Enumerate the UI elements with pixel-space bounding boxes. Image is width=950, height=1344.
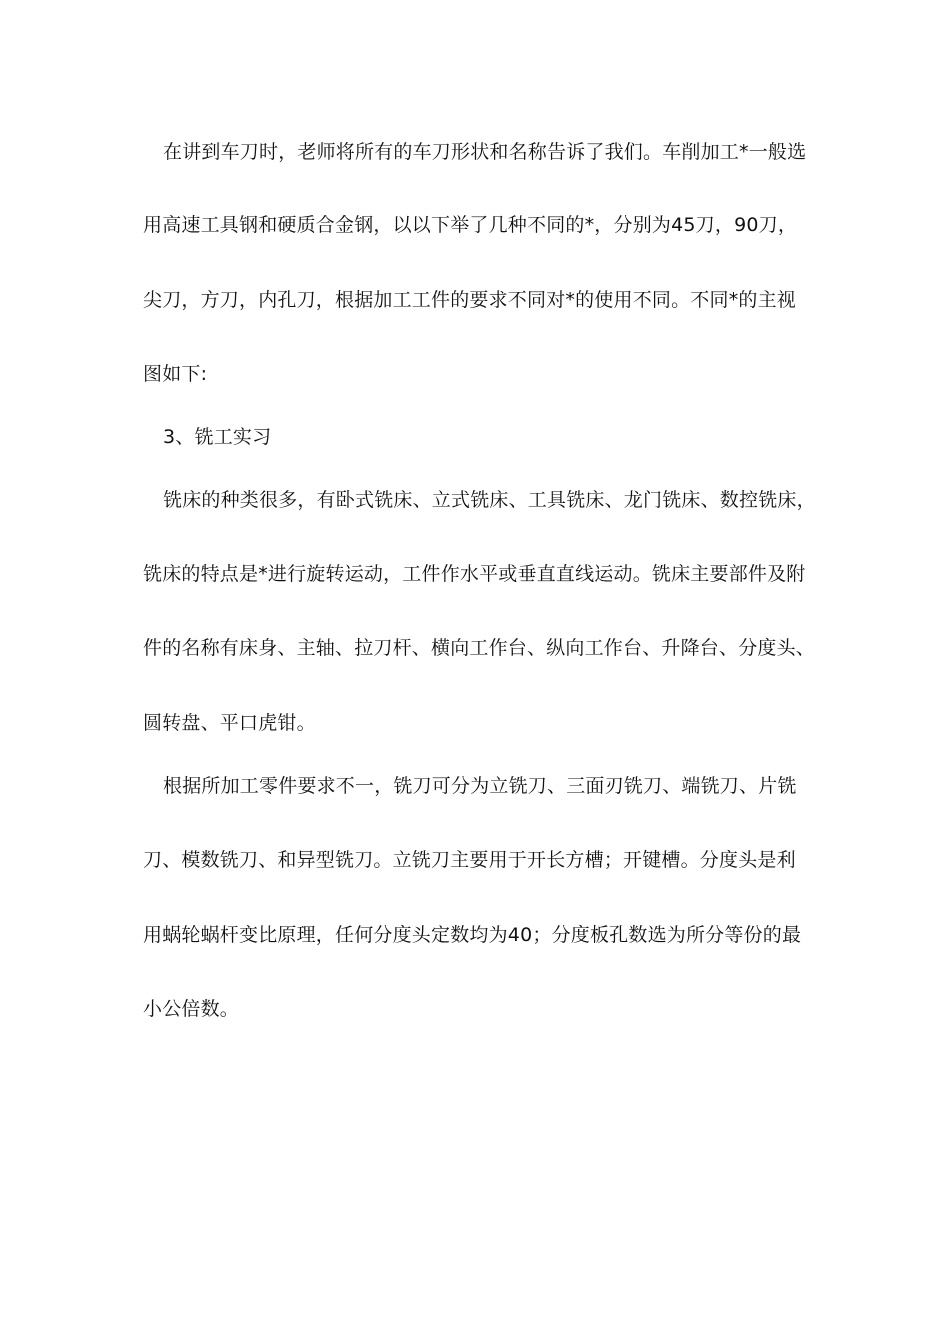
paragraph-2-line-4: 圆转盘、平口虎钳。 (143, 712, 316, 734)
paragraph-1-line-2: 用高速工具钢和硬质合金钢，以以下举了几种不同的*，分别为45刀，90刀， (143, 214, 798, 236)
section-heading: 3、铣工实习 (163, 426, 272, 448)
paragraph-3-line-1: 根据所加工零件要求不一，铣刀可分为立铣刀、三面刃铣刀、端铣刀、片铣 (163, 775, 797, 797)
paragraph-1-line-3: 尖刀，方刀，内孔刀，根据加工工件的要求不同对*的使用不同。不同*的主视 (143, 289, 797, 311)
paragraph-3-line-4: 小公倍数。 (143, 998, 240, 1020)
paragraph-3-line-2: 刀、模数铣刀、和异型铣刀。立铣刀主要用于开长方槽；开键槽。分度头是利 (143, 849, 796, 871)
paragraph-1-line-4: 图如下: (143, 363, 208, 385)
paragraph-2-line-3: 件的名称有床身、主轴、拉刀杆、横向工作台、纵向工作台、升降台、分度头、 (143, 637, 816, 659)
paragraph-3-line-3: 用蜗轮蜗杆变比原理，任何分度头定数均为40；分度板孔数选为所分等份的最 (143, 924, 802, 946)
paragraph-2-line-2: 铣床的特点是*进行旋转运动，工件作水平或垂直直线运动。铣床主要部件及附 (143, 563, 806, 585)
paragraph-2-line-1: 铣床的种类很多，有卧式铣床、立式铣床、工具铣床、龙门铣床、数控铣床， (163, 489, 816, 511)
paragraph-1-line-1: 在讲到车刀时，老师将所有的车刀形状和名称告诉了我们。车削加工*一般选 (163, 141, 807, 163)
